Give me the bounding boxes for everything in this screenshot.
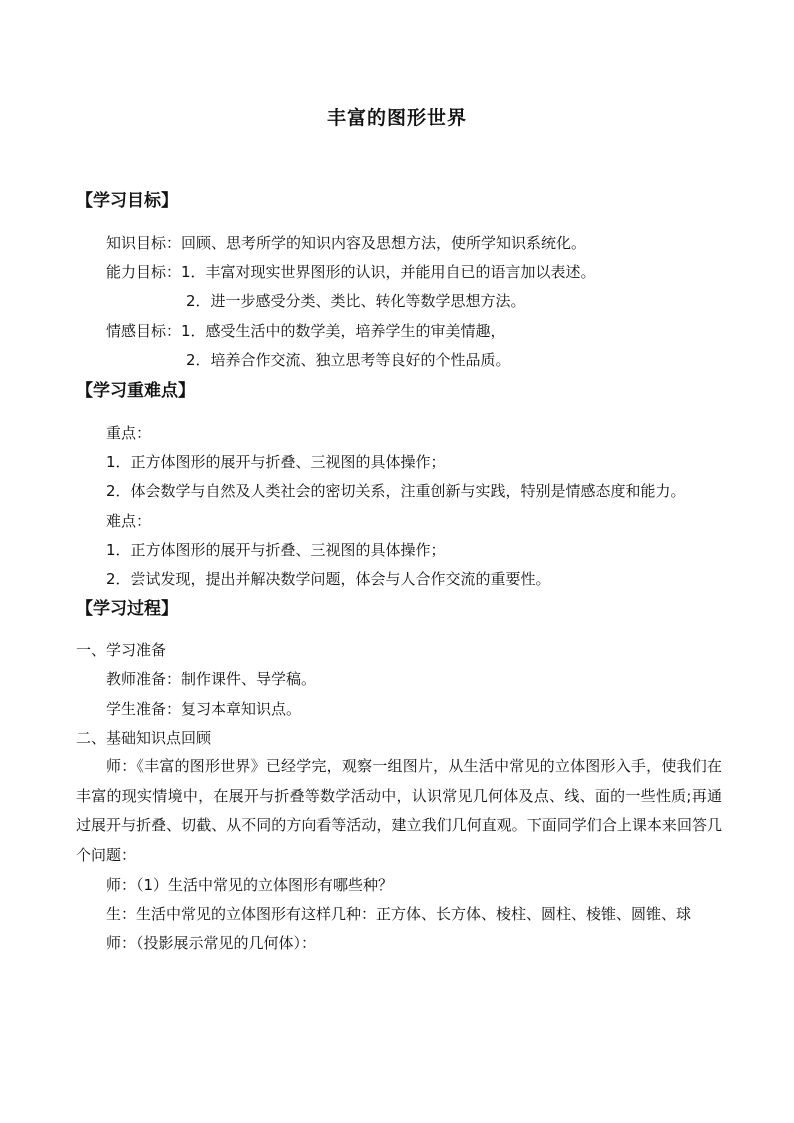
- focus-item-2: 2．体会数学与自然及人类社会的密切关系，注重创新与实践，特别是情感态度和能力。: [106, 482, 686, 500]
- difficulty-item-2: 2．尝试发现，提出并解决数学问题，体会与人合作交流的重要性。: [106, 570, 551, 588]
- student-prep: 学生准备：复习本章知识点。: [106, 700, 302, 718]
- review-heading: 二、基础知识点回顾: [76, 729, 212, 747]
- process-heading: 【学习过程】: [76, 599, 178, 619]
- teacher-prep: 教师准备：制作课件、导学稿。: [106, 670, 317, 688]
- teacher-show: 师：（投影展示常见的几何体）：: [106, 934, 317, 952]
- review-paragraph: 师：《丰富的图形世界》已经学完，观察一组图片，从生活中常见的立体图形入手，使我们在丰富的现实情境中，在展开与折叠等数学活动中，认识常见几何体及点、线、面的一些性质;再通过展开与折叠、切截、从不同的方向看等活动，建立我们几何直观。下面同学们合上课本来回答几个问题：: [76, 757, 722, 864]
- page-title: 丰富的图形世界: [326, 107, 467, 129]
- knowledge-goal: 知识目标：回顾、思考所学的知识内容及思想方法，使所学知识系统化。: [106, 234, 587, 252]
- emotion-goal-1: 情感目标：1．感受生活中的数学美，培养学生的审美情趣，: [106, 322, 506, 340]
- goals-heading: 【学习目标】: [76, 191, 178, 211]
- focus-label: 重点：: [106, 424, 152, 442]
- ability-goal-2: 2．进一步感受分类、类比、转化等数学思想方法。: [186, 292, 526, 310]
- focus-item-1: 1．正方体图形的展开与折叠、三视图的具体操作；: [106, 453, 446, 471]
- ability-goal-1: 能力目标：1．丰富对现实世界图形的认识，并能用自已的语言加以表述。: [106, 263, 596, 281]
- difficulty-item-1: 1．正方体图形的展开与折叠、三视图的具体操作；: [106, 541, 446, 559]
- emotion-goal-2: 2．培养合作交流、独立思考等良好的个性品质。: [186, 351, 511, 369]
- answer-1: 生：生活中常见的立体图形有这样几种：正方体、长方体、棱柱、圆柱、棱锥、圆锥、球: [106, 905, 692, 923]
- key-points-heading: 【学习重难点】: [76, 381, 195, 401]
- question-1: 师：（1）生活中常见的立体图形有哪些种？: [106, 876, 394, 894]
- prep-heading: 一、学习准备: [76, 641, 167, 659]
- difficulty-label: 难点：: [106, 512, 152, 530]
